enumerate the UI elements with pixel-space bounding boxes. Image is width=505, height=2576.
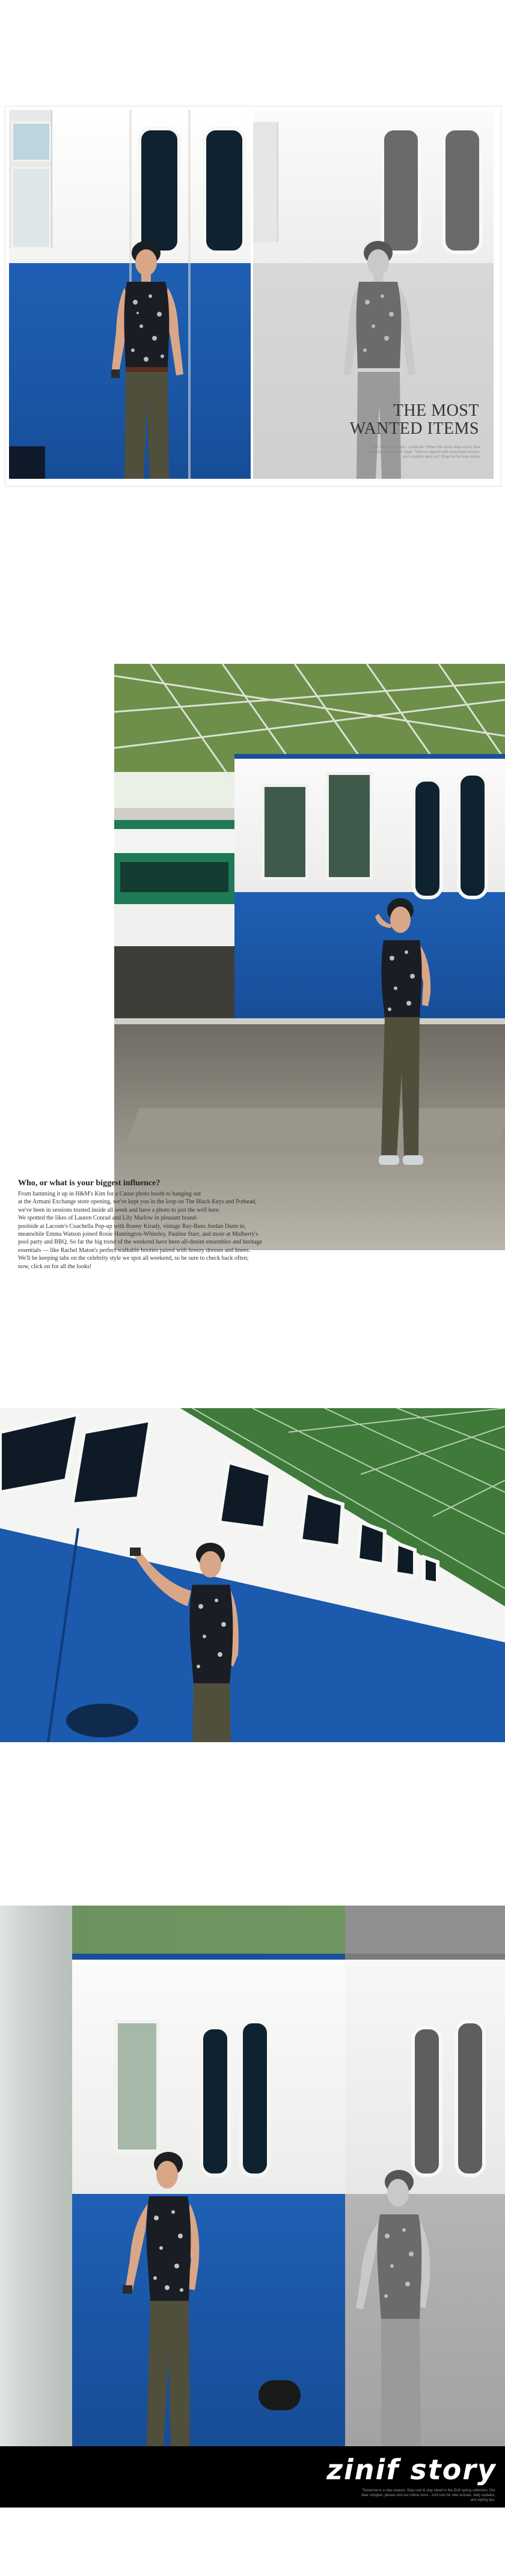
- article-line: we've been in sessions trusted inside all week and have a photo to just the well here.: [18, 1206, 221, 1214]
- headline-line-2: WANTED ITEMS: [349, 419, 479, 438]
- photo-model-leaning-color: [0, 1906, 345, 2446]
- article-heading: Who, or what is your biggest influence?: [18, 1179, 161, 1188]
- article-line: poolside at Lacoste's Coachella Pop-up with Ronny Kirady, vintage Ray-Bans Jordan Dunn in,: [18, 1223, 246, 1230]
- photo-model-leaning-bw: [345, 1906, 505, 2446]
- model-figure: [120, 1534, 301, 1742]
- article-line: We spotted the likes of Lauren Conrad and Lily Marlow in pleasant brand-: [18, 1215, 198, 1222]
- model-figure: [96, 2146, 234, 2446]
- model-figure: [93, 236, 201, 479]
- brand-logo: zinif story: [326, 2453, 497, 2486]
- model-figure: [349, 892, 451, 1192]
- brand-banner: [0, 2446, 505, 2508]
- headline: [350, 402, 479, 438]
- photo-model-train-color: [9, 110, 251, 479]
- photo-model-train-wide: [0, 1408, 505, 1742]
- brand-caption: Tomorrow is a new season. Stay cool & stay street in the Zinif spring collection. Our dear shopper, please visit our online store - zinif.com for new arrivals, daily updates, and styling tips.: [361, 2489, 495, 2502]
- lookbook-panel-4: [0, 1906, 505, 2508]
- model-figure-bw: [345, 2164, 459, 2446]
- article-line: at the Armani Exchange store opening, we've kept you in the loop on The Black Keys and Pothead,: [18, 1198, 257, 1206]
- article-line: From hamming it up in H&M's Kim for a Cause photo booth to hanging out: [18, 1191, 201, 1197]
- article-line: now, click on for all the looks!: [18, 1263, 92, 1270]
- article-line: essentials — like Rachel Maton's perfect walkable booties paired with breezy dresses and knees.: [18, 1247, 251, 1254]
- article-text: [18, 1179, 355, 1271]
- article-line: We'll be keeping tabs on the celebrity style we spot all weekend, so be sure to check back often;: [18, 1255, 249, 1262]
- lookbook-panel-1: [5, 106, 501, 487]
- headline-caption: Zinif Hankuk Fashion - Lookbook / When the sunny days arrive, blue and white take center stage. Tank top layered with easy khaki trousers and a leather wrist cuff. Shop the full look online.: [368, 446, 480, 459]
- photo-model-station: [114, 664, 505, 1250]
- article-line: meanwhile Emma Watson joined Rosie Huntington-Whiteley, Pauline Starr, and more at Mulberry's: [18, 1231, 259, 1238]
- model-figure-bw: [325, 236, 433, 479]
- headline-line-1: THE MOST: [393, 401, 479, 420]
- article-line: pool party and BBQ. So far the big trend of the weekend have been all-denim ensembles and heritage: [18, 1239, 262, 1246]
- photo-model-train-bw: [253, 110, 494, 479]
